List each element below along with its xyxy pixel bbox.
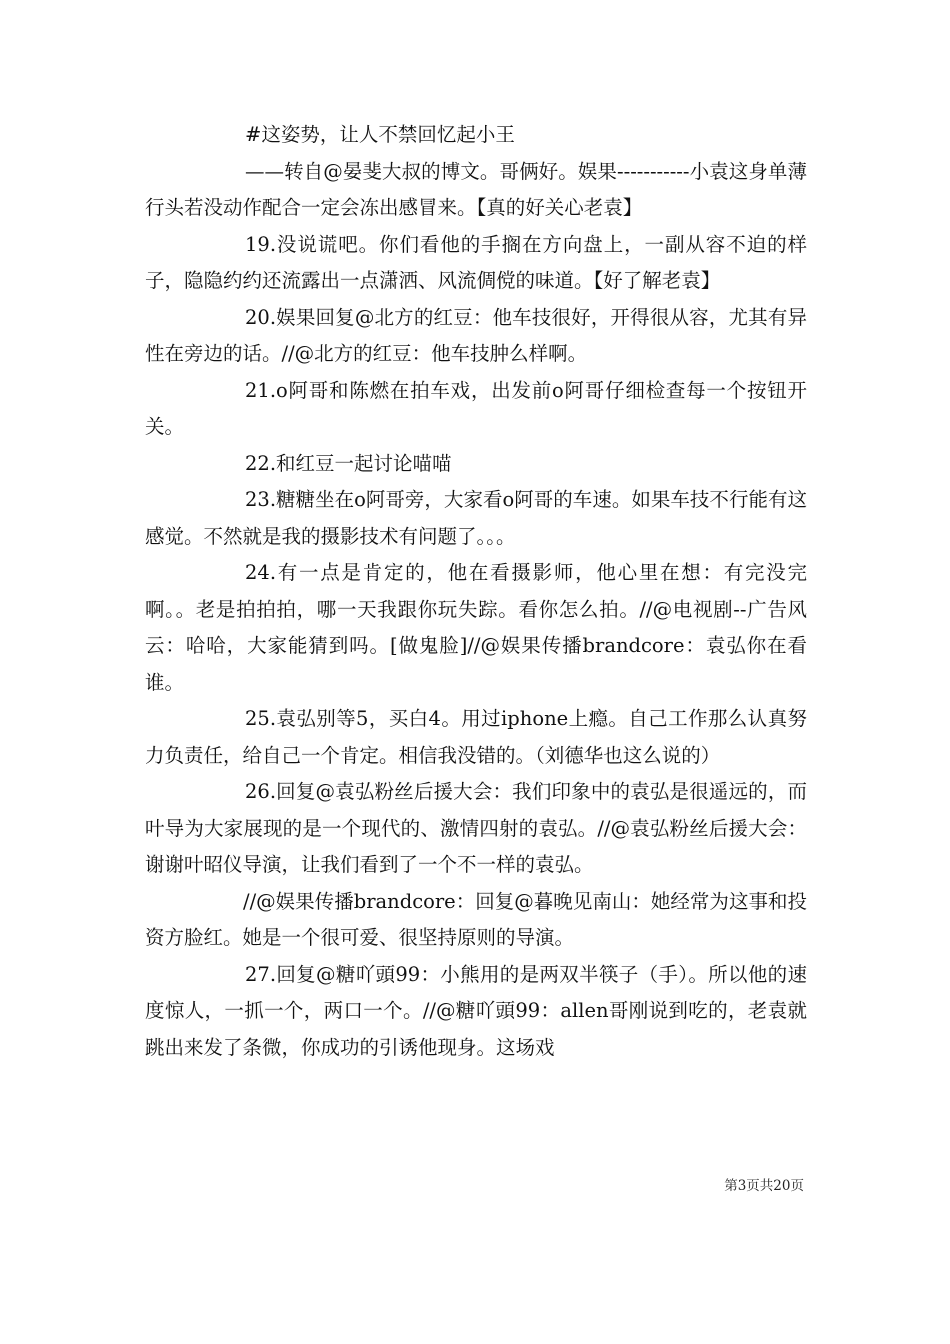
- page-number: 第3页共20页: [724, 1178, 804, 1194]
- paragraph-23: 23.糖糖坐在o阿哥旁，大家看o阿哥的车速。如果车技不行能有这感觉。不然就是我的摄影技术有问题了。。。: [145, 488, 807, 548]
- paragraph-hashtag: #这姿势，让人不禁回忆起小王: [245, 123, 515, 146]
- paragraph-repost: ——转自@晏斐大叔的博文。哥俩好。娱果-----------小袁这身单薄行头若没动作配合一定会冻出感冒来。【真的好关心老袁】: [145, 159, 807, 219]
- paragraph-22: 22.和红豆一起讨论喵喵: [245, 451, 452, 475]
- paragraph-20: 20.娱果回复@北方的红豆：他车技很好，开得很从容，尤其有异性在旁边的话。//@北方的红豆：他车技肿么样啊。: [145, 305, 807, 365]
- paragraph-26-continued: //@娱果传播brandcore：回复@暮晚见南山：她经常为这事和投资方脸红。她是一个很可爱、很坚持原则的导演。: [145, 889, 807, 949]
- paragraph-24: 24.有一点是肯定的，他在看摄影师，他心里在想：有完没完啊。。老是拍拍拍，哪一天我跟你玩失踪。看你怎么拍。//@电视剧--广告风云：哈哈，大家能猜到吗。[做鬼脸]//@娱果传播brandcore：袁弘你在看谁。: [145, 561, 807, 694]
- paragraph-19: 19.没说谎吧。你们看他的手搁在方向盘上，一副从容不迫的样子，隐隐约约还流露出一点潇洒、风流倜傥的味道。【好了解老袁】: [145, 232, 807, 292]
- body-text: [145, 117, 807, 1066]
- paragraph-27: 27.回复@糖吖頭99：小熊用的是两双半筷子（手）。所以他的速度惊人，一抓一个，两口一个。//@糖吖頭99：allen哥刚说到吃的，老袁就跳出来发了条微，你成功的引诱他现身。这场戏: [145, 962, 807, 1059]
- paragraph-21: 21.o阿哥和陈燃在拍车戏，出发前o阿哥仔细检查每一个按钮开关。: [145, 378, 807, 438]
- paragraph-25: 25.袁弘别等5，买白4。用过iphone上瘾。自己工作那么认真努力负责任，给自己一个肯定。相信我没错的。（刘德华也这么说的）: [145, 707, 807, 767]
- paragraph-26: 26.回复@袁弘粉丝后援大会：我们印象中的袁弘是很遥远的，而叶导为大家展现的是一个现代的、激情四射的袁弘。//@袁弘粉丝后援大会：谢谢叶昭仪导演，让我们看到了一个不一样的袁弘。: [145, 780, 807, 876]
